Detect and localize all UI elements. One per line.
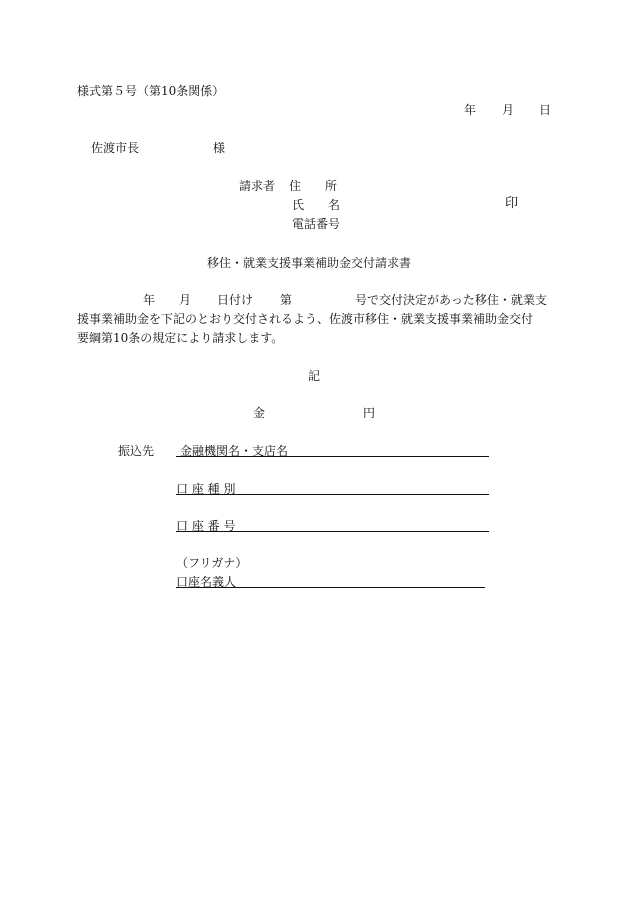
account-holder-label: 口座名義人 (176, 575, 237, 589)
body-dated: 日付け (217, 293, 254, 307)
address-label: 住 所 (289, 179, 338, 193)
account-number-underline (176, 531, 489, 532)
date-year-label: 年 (464, 103, 477, 117)
applicant-role: 請求者 (239, 179, 276, 193)
amount-kin: 金 (253, 406, 266, 420)
ki-heading: 記 (308, 369, 321, 383)
date-day-label: 日 (539, 103, 552, 117)
bank-label: 金融機関名・支店名 (180, 444, 289, 458)
name-label: 氏 名 (292, 198, 341, 212)
furigana-label: （フリガナ） (176, 556, 248, 570)
body-line1-rest: 号で交付決定があった移住・就業支 (355, 293, 547, 307)
account-type-underline (176, 494, 489, 495)
amount-yen: 円 (363, 406, 376, 420)
seal-mark: 印 (505, 196, 519, 211)
account-type-label: 口 座 種 別 (176, 482, 236, 496)
transfer-label: 振込先 (118, 444, 155, 458)
form-number: 様式第５号（第10条関係） (77, 84, 225, 98)
body-line2: 援事業補助金を下記のとおり交付されるよう、佐渡市移住・就業支援事業補助金交付 (77, 312, 534, 326)
body-dai: 第 (280, 293, 293, 307)
phone-label: 電話番号 (292, 217, 341, 231)
document-title: 移住・就業支援事業補助金交付請求書 (207, 256, 412, 270)
date-month-label: 月 (502, 103, 515, 117)
body-month: 月 (179, 293, 192, 307)
addressee-title: 佐渡市長 (91, 141, 140, 155)
account-number-label: 口 座 番 号 (176, 519, 236, 533)
bank-underline (176, 456, 489, 457)
body-line3: 要綱第10条の規定により請求します。 (77, 331, 284, 345)
addressee-honorific: 様 (213, 141, 226, 155)
account-holder-underline (176, 587, 485, 588)
body-year: 年 (143, 293, 156, 307)
